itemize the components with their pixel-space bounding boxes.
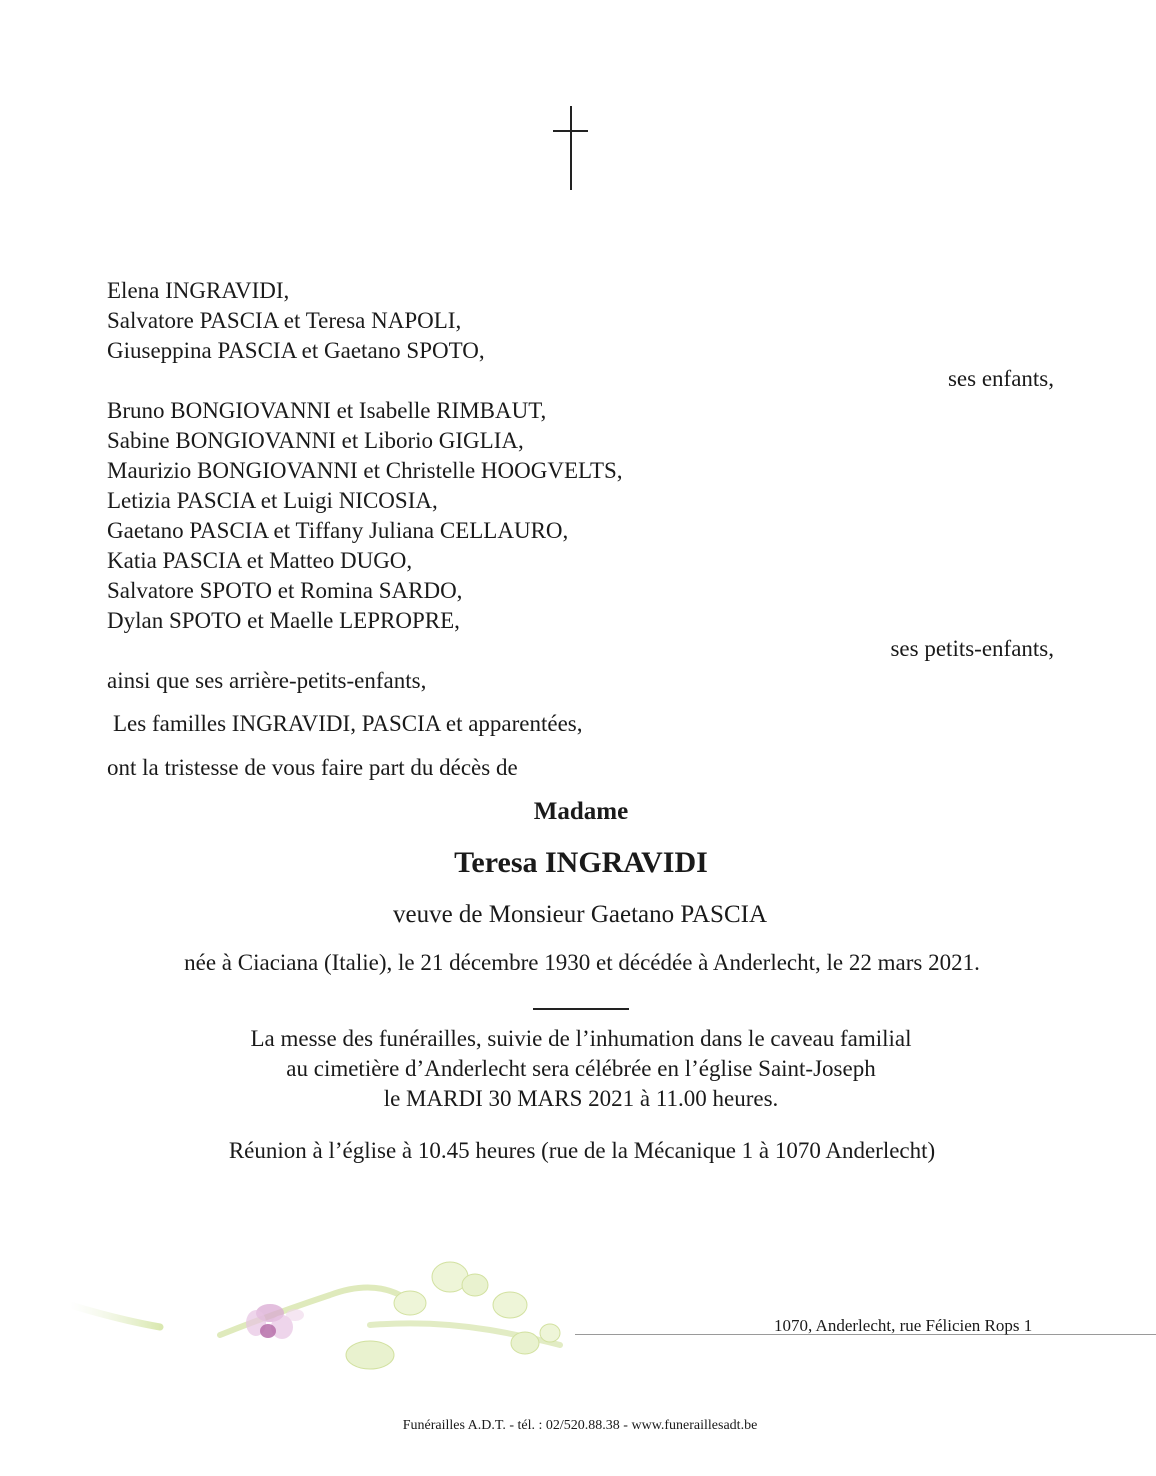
announcement-line: ont la tristesse de vous faire part du décès de xyxy=(107,755,518,780)
orchid-buds-icon xyxy=(346,1262,560,1369)
grandchild-line-2: Sabine BONGIOVANNI et Liborio GIGLIA, xyxy=(107,428,524,453)
grandchild-line-8: Dylan SPOTO et Maelle LEPROPRE, xyxy=(107,608,460,633)
grandchild-line-3: Maurizio BONGIOVANNI et Christelle HOOGVELTS, xyxy=(107,458,623,483)
address: 1070, Anderlecht, rue Félicien Rops 1 xyxy=(774,1316,1033,1335)
funeral-home-footer: Funérailles A.D.T. - tél. : 02/520.88.38 - www.funeraillesadt.be xyxy=(402,1418,758,1433)
great-grandchildren-line: ainsi que ses arrière-petits-enfants, xyxy=(107,668,427,693)
cross-icon-bar xyxy=(553,130,588,132)
deceased-name: Teresa INGRAVIDI xyxy=(454,846,708,879)
grandchild-line-6: Katia PASCIA et Matteo DUGO, xyxy=(107,548,413,573)
orchid-illustration xyxy=(70,1255,590,1380)
grandchild-line-4: Letizia PASCIA et Luigi NICOSIA, xyxy=(107,488,438,513)
grandchild-line-5: Gaetano PASCIA et Tiffany Juliana CELLAURO, xyxy=(107,518,569,543)
widow-of: veuve de Monsieur Gaetano PASCIA xyxy=(392,901,768,928)
ceremony-line-1: La messe des funérailles, suivie de l’inhumation dans le caveau familial xyxy=(250,1026,912,1051)
cross-icon xyxy=(570,106,572,190)
families-line: Les familles INGRAVIDI, PASCIA et apparentées, xyxy=(113,711,583,736)
children-label: ses enfants, xyxy=(947,366,1054,391)
grandchildren-label: ses petits-enfants, xyxy=(890,636,1054,661)
ceremony-line-3: le MARDI 30 MARS 2021 à 11.00 heures. xyxy=(383,1086,779,1111)
meeting-info: Réunion à l’église à 10.45 heures (rue de la Mécanique 1 à 1070 Anderlecht) xyxy=(228,1138,936,1163)
grandchild-line-1: Bruno BONGIOVANNI et Isabelle RIMBAUT, xyxy=(107,398,547,423)
honorific: Madame xyxy=(533,798,629,825)
child-line-2: Salvatore PASCIA et Teresa NAPOLI, xyxy=(107,308,462,333)
separator-line xyxy=(533,1008,629,1010)
child-line-3: Giuseppina PASCIA et Gaetano SPOTO, xyxy=(107,338,485,363)
ceremony-line-2: au cimetière d’Anderlecht sera célébrée en l’église Saint-Joseph xyxy=(286,1056,876,1081)
child-line-1: Elena INGRAVIDI, xyxy=(107,278,290,303)
birth-death-dates: née à Ciaciana (Italie), le 21 décembre 1930 et décédée à Anderlecht, le 22 mars 2021. xyxy=(184,950,980,975)
grandchild-line-7: Salvatore SPOTO et Romina SARDO, xyxy=(107,578,463,603)
orchid-flower-icon xyxy=(246,1304,304,1339)
